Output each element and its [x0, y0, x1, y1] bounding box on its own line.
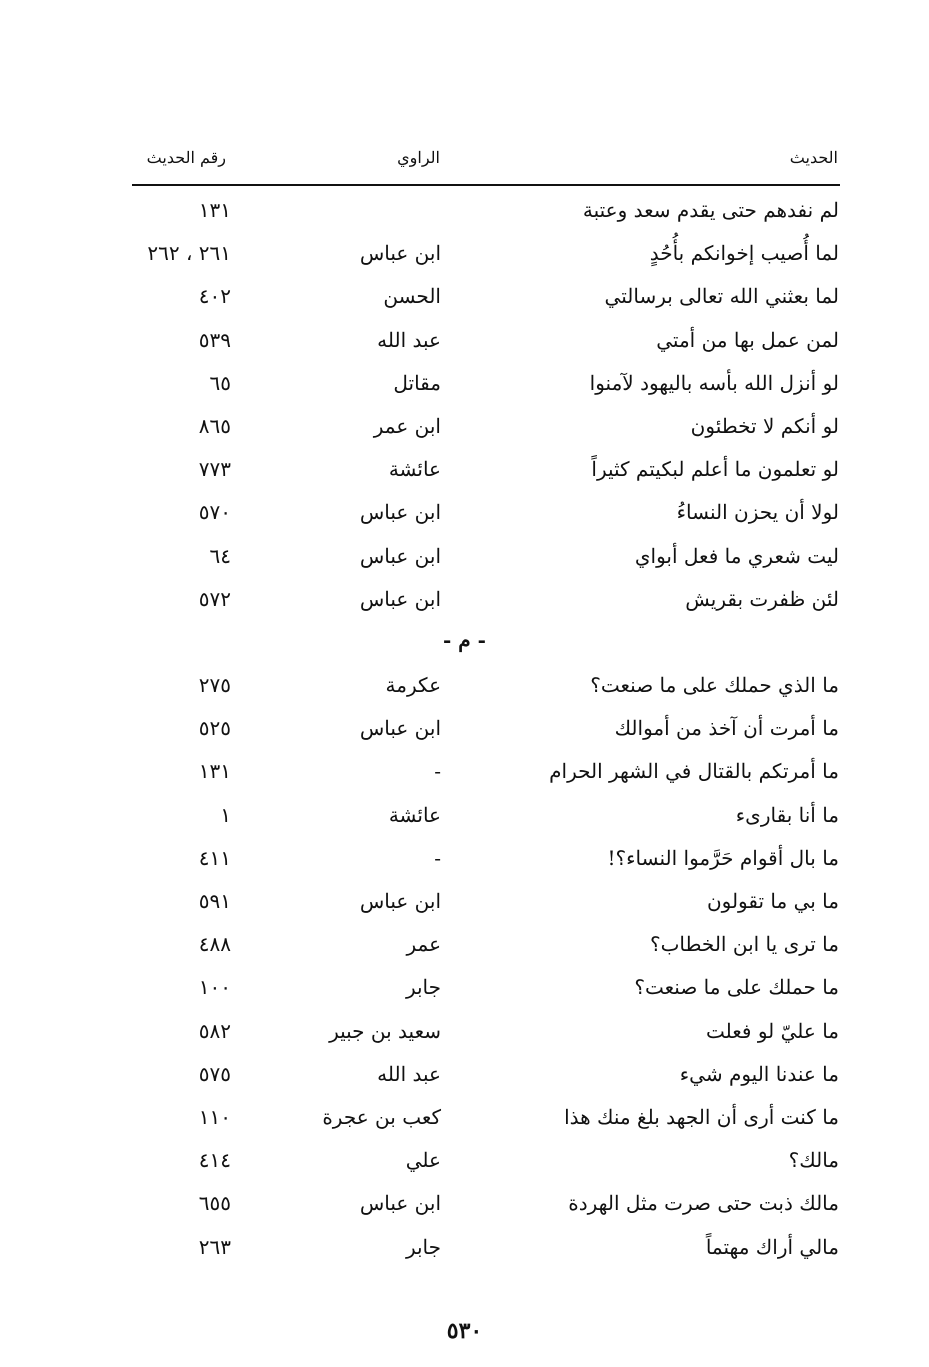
- narrator-cell: كعب بن عجرة: [322, 1104, 441, 1129]
- narrator-cell: ابن عمر: [373, 413, 441, 438]
- number-cell: ٢٦١ ، ٢٦٢: [147, 241, 231, 266]
- narrator-cell: عكرمة: [385, 673, 441, 698]
- table-row: [0, 1183, 929, 1226]
- number-cell: ٥٧٥: [198, 1061, 231, 1086]
- hadith-cell: ما بي ما تقولون: [706, 889, 839, 913]
- narrator-cell: -: [434, 845, 441, 870]
- number-cell: ٥٩١: [198, 889, 231, 913]
- number-cell: ٦٥٥: [198, 1191, 231, 1216]
- hadith-cell: ما عندنا اليوم شيء: [679, 1061, 839, 1086]
- hadith-cell: مالك ذبت حتى صرت مثل الهردة: [568, 1191, 839, 1216]
- hadith-cell: لو تعلمون ما أعلم لبكيتم كثيراً: [591, 457, 839, 482]
- hadith-cell: لمن عمل بها من أمتي: [656, 327, 839, 352]
- number-cell: ٨٦٥: [198, 413, 231, 438]
- hadith-cell: لم نفدهم حتى يقدم سعد وعتبة: [582, 198, 839, 222]
- hadith-cell: ما أمرت أن آخذ من أموالك: [614, 716, 839, 741]
- table-row: [0, 449, 929, 492]
- hadith-cell: ليت شعري ما فعل أبواي: [634, 543, 839, 568]
- number-cell: ٤٨٨: [198, 932, 231, 957]
- narrator-cell: ابن عباس: [359, 889, 441, 913]
- number-cell: ١٣١: [198, 198, 231, 222]
- index-table: [0, 190, 929, 1270]
- number-cell: ٤٠٢: [198, 284, 231, 309]
- hadith-cell: ما الذي حملك على ما صنعت؟: [590, 673, 839, 698]
- narrator-cell: جابر: [405, 975, 441, 1000]
- header-hadith: الحديث: [789, 148, 838, 167]
- header-number: رقم الحديث: [146, 148, 226, 167]
- table-row: [0, 1227, 929, 1270]
- narrator-cell: جابر: [405, 1234, 441, 1259]
- number-cell: ٥٣٩: [198, 327, 231, 352]
- table-row: [0, 1140, 929, 1183]
- hadith-cell: مالك؟: [788, 1148, 839, 1173]
- narrator-cell: -: [434, 759, 441, 784]
- hadith-cell: ما كنت أرى أن الجهد بلغ منك هذا: [564, 1104, 839, 1129]
- hadith-cell: لو أنزل الله بأسه باليهود لآمنوا: [589, 370, 839, 395]
- number-cell: ٦٤: [209, 543, 231, 568]
- header-narrator: الراوي: [397, 148, 440, 167]
- table-row: [0, 492, 929, 535]
- narrator-cell: عائشة: [388, 457, 441, 482]
- hadith-cell: ما حملك على ما صنعت؟: [634, 975, 839, 1000]
- section-letter: [0, 622, 929, 665]
- table-row: [0, 536, 929, 579]
- number-cell: ٦٥: [209, 370, 231, 395]
- narrator-cell: سعيد بن جبير: [329, 1018, 441, 1043]
- narrator-cell: ابن عباس: [359, 241, 441, 266]
- header-divider: [132, 184, 840, 186]
- narrator-cell: عمر: [406, 932, 441, 957]
- number-cell: ١: [220, 802, 231, 827]
- hadith-cell: لولا أن يحزن النساءُ: [676, 500, 839, 525]
- table-row: [0, 795, 929, 838]
- table-row: [0, 406, 929, 449]
- table-row: [0, 881, 929, 924]
- table-row: [0, 1011, 929, 1054]
- hadith-cell: ما أنا بقارىء: [735, 802, 839, 827]
- hadith-cell: لو أنكم لا تخطئون: [690, 413, 839, 438]
- table-row: [0, 1054, 929, 1097]
- table-row: [0, 233, 929, 276]
- number-cell: ٥٧٢: [198, 586, 231, 611]
- number-cell: ١٠٠: [198, 975, 231, 1000]
- hadith-cell: ما عليّ لو فعلت: [706, 1018, 839, 1043]
- hadith-cell: لما أُصيب إخوانكم بأُحُدٍ: [649, 241, 839, 266]
- number-cell: ٤١١: [198, 845, 231, 870]
- narrator-cell: ابن عباس: [359, 543, 441, 568]
- narrator-cell: ابن عباس: [359, 586, 441, 611]
- rows-after-section: [0, 665, 929, 1270]
- table-row: [0, 276, 929, 319]
- table-row: [0, 838, 929, 881]
- narrator-cell: ابن عباس: [359, 1191, 441, 1216]
- table-row: [0, 320, 929, 363]
- table-row: [0, 1097, 929, 1140]
- table-row: [0, 579, 929, 622]
- number-cell: ١٣١: [198, 759, 231, 784]
- table-row: [0, 665, 929, 708]
- number-cell: ٢٧٥: [198, 673, 231, 698]
- number-cell: ٥٨٢: [198, 1018, 231, 1043]
- narrator-cell: ابن عباس: [359, 500, 441, 525]
- hadith-cell: ما أمرتكم بالقتال في الشهر الحرام: [549, 759, 839, 784]
- narrator-cell: عبد الله: [377, 327, 441, 352]
- hadith-cell: لئن ظفرت بقريش: [685, 586, 839, 611]
- narrator-cell: ابن عباس: [359, 716, 441, 741]
- number-cell: ٥٢٥: [198, 716, 231, 741]
- page-number: ٥٣٠: [446, 1318, 483, 1344]
- table-row: [0, 708, 929, 751]
- narrator-cell: الحسن: [383, 284, 441, 309]
- table-row: [0, 924, 929, 967]
- table-row: [0, 190, 929, 233]
- number-cell: ٥٧٠: [198, 500, 231, 525]
- hadith-cell: لما بعثني الله تعالى برسالتي: [604, 284, 839, 309]
- number-cell: ١١٠: [198, 1104, 231, 1129]
- narrator-cell: مقاتل: [393, 370, 441, 395]
- table-row: [0, 751, 929, 794]
- narrator-cell: عبد الله: [377, 1061, 441, 1086]
- table-row: [0, 363, 929, 406]
- narrator-cell: عائشة: [388, 802, 441, 827]
- hadith-cell: مالي أراك مهتماً: [705, 1234, 839, 1259]
- number-cell: ٤١٤: [198, 1148, 231, 1173]
- narrator-cell: علي: [405, 1148, 441, 1173]
- hadith-cell: ما ترى يا ابن الخطاب؟: [649, 932, 839, 957]
- rows-before-section: [0, 190, 929, 622]
- section-letter-text: - م -: [443, 627, 486, 652]
- hadith-cell: ما بال أقوام حَرَّموا النساء؟!: [607, 845, 839, 870]
- number-cell: ٢٦٣: [198, 1234, 231, 1259]
- number-cell: ٧٧٣: [198, 457, 231, 482]
- table-row: [0, 967, 929, 1010]
- column-headers: [132, 148, 838, 174]
